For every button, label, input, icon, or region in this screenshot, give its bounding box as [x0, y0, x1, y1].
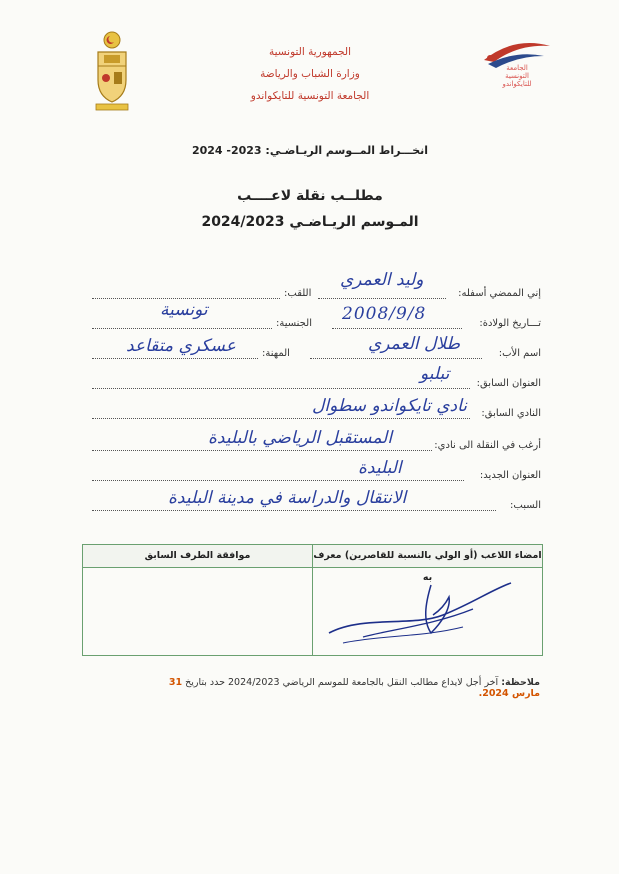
profession-value: عسكري متقاعد: [126, 336, 236, 356]
reason-value: الانتقال والدراسة في مدينة البليدة: [168, 488, 407, 508]
father-value: طلال العمري: [368, 334, 461, 354]
reason-dots: [92, 510, 496, 511]
header-republic: الجمهورية التونسية: [269, 46, 351, 58]
birth-label: تـــاريخ الولادة:: [479, 318, 541, 329]
profession-label: المهنة:: [262, 348, 290, 359]
wish-value: المستقبل الرياضي بالبليدة: [208, 428, 393, 448]
nationality-value: تونسية: [160, 300, 208, 320]
old-address-dots: [92, 388, 470, 389]
reason-label: السبب:: [510, 500, 541, 511]
table-column-divider: [312, 545, 313, 655]
nationality-label: الجنسية:: [276, 318, 312, 329]
father-dots: [310, 358, 482, 359]
signed-value: وليد العمري: [340, 270, 424, 290]
surname-dots: [92, 298, 280, 299]
season-line: انخـــراط المــوسم الريـاضـي: 2023- 2024: [191, 144, 429, 157]
father-label: اسم الأب:: [498, 348, 541, 359]
tunisia-emblem-icon: [92, 30, 132, 116]
wish-label: أرغب في النقلة الى نادي:: [434, 440, 541, 451]
deadline-note: [150, 677, 540, 699]
old-address-label: العنوان السابق:: [476, 378, 541, 389]
profession-dots: [92, 358, 258, 359]
old-address-value: تبلبو: [420, 364, 450, 384]
note-date: 31 مارس 2024.: [168, 677, 540, 699]
federation-logo-text: الجامعة التونسية للتايكواندو: [502, 64, 532, 88]
signed-dots: [318, 298, 446, 299]
header-ministry: وزارة الشباب والرياضة: [260, 68, 360, 80]
previous-party-header: موافقة الطرف السابق: [83, 545, 312, 568]
birth-value: 2008/9/8: [342, 304, 427, 324]
surname-label: اللقب:: [284, 288, 312, 299]
page-subtitle: المـوسم الريـاضـي 2024/2023: [201, 214, 419, 230]
player-signature-icon: [323, 575, 523, 651]
note-text: آخر أجل لايداع مطالب النقل بالجامعة للموسم الرياضي 2024/2023 حدد بتاريخ: [185, 677, 499, 688]
birth-dots: [332, 328, 462, 329]
note-prefix: ملاحظة:: [501, 677, 540, 688]
signature-table: [82, 544, 543, 656]
new-address-value: البليدة: [358, 458, 402, 478]
new-address-dots: [92, 480, 464, 481]
signed-label: إني الممضي أسفله:: [458, 288, 541, 299]
page-title: مطلــب نقلة لاعــــب: [237, 188, 383, 204]
old-club-value: نادي تايكواندو سطوال: [312, 396, 468, 416]
player-signature-header: امضاء اللاعب (أو الولي بالنسبة للقاصرين) معرف به: [312, 545, 542, 568]
nationality-dots: [92, 328, 272, 329]
wish-dots: [92, 450, 432, 451]
old-club-label: النادي السابق:: [481, 408, 541, 419]
new-address-label: العنوان الجديد:: [479, 470, 541, 481]
old-club-dots: [92, 418, 470, 419]
header-federation: الجامعة التونسية للتايكواندو: [250, 90, 370, 102]
